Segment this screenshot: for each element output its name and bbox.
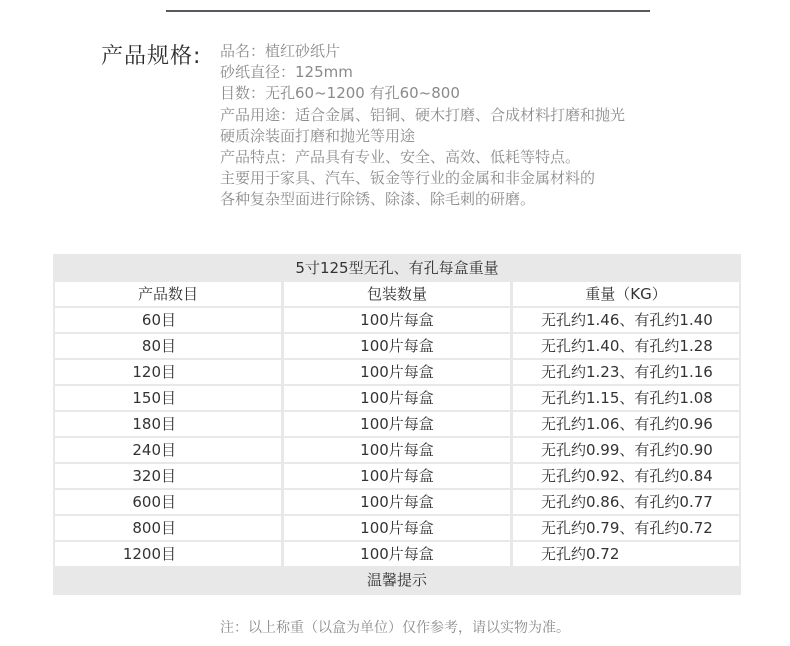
mesh-cell: 320目 [55,464,281,488]
spec-list [220,41,625,211]
table-row [53,464,741,488]
mesh-cell: 120目 [55,360,281,384]
quantity-cell: 100片每盒 [284,334,510,358]
weight-cell: 无孔约0.72 [513,542,739,566]
spec-heading: 产品规格: [101,44,202,69]
table-header-row [53,282,741,306]
spec-line: 产品用途：适合金属、铝铜、硬木打磨、合成材料打磨和抛光 [220,105,626,124]
spec-line: 品名：植红砂纸片 [220,42,341,60]
weight-cell: 无孔约1.06、有孔约0.96 [513,412,739,436]
mesh-cell: 600目 [55,490,281,514]
header-mesh: 产品数目 [55,282,281,306]
spec-line: 产品特点：产品具有专业、安全、高效、低耗等特点。 [220,148,581,167]
quantity-cell: 100片每盒 [284,308,510,332]
table-row [53,412,741,436]
mesh-cell: 180目 [55,412,281,436]
table-row [53,542,741,566]
spec-line: 目数：无孔60~1200 有孔60~800 [220,84,460,103]
table-title: 5寸125型无孔、有孔每盒重量 [295,259,499,277]
spec-line: 硬质涂装面打磨和抛光等用途 [220,126,416,145]
weight-cell: 无孔约0.99、有孔约0.90 [513,438,739,462]
mesh-cell: 60目 [55,308,281,332]
table-row [53,308,741,332]
weight-cell: 无孔约1.23、有孔约1.16 [513,360,739,384]
quantity-cell: 100片每盒 [284,360,510,384]
spec-line: 各种复杂型面进行除锈、除漆、除毛刺的研磨。 [220,190,536,209]
table-row [53,334,741,358]
weight-cell: 无孔约0.79、有孔约0.72 [513,516,739,540]
header-weight: 重量（KG） [513,282,739,306]
mesh-cell: 80目 [55,334,281,358]
mesh-cell: 150目 [55,386,281,410]
weight-cell: 无孔约1.46、有孔约1.40 [513,308,739,332]
table-footer: 温馨提示 [366,571,427,589]
top-divider [166,10,650,12]
mesh-cell: 240目 [55,438,281,462]
table-row [53,360,741,384]
quantity-cell: 100片每盒 [284,438,510,462]
footnote: 注：以上称重（以盒为单位）仅作参考，请以实物为准。 [220,620,570,636]
quantity-cell: 100片每盒 [284,516,510,540]
table-row [53,516,741,540]
weight-cell: 无孔约0.86、有孔约0.77 [513,490,739,514]
mesh-cell: 1200目 [55,542,281,566]
mesh-cell: 800目 [55,516,281,540]
weight-cell: 无孔约1.40、有孔约1.28 [513,334,739,358]
weight-cell: 无孔约0.92、有孔约0.84 [513,464,739,488]
spec-line: 主要用于家具、汽车、钣金等行业的金属和非金属材料的 [220,169,596,188]
table-row [53,438,741,462]
quantity-cell: 100片每盒 [284,412,510,436]
weight-table [53,254,741,595]
table-row [53,490,741,514]
quantity-cell: 100片每盒 [284,464,510,488]
spec-line: 砂纸直径：125mm [220,63,353,82]
table-row [53,386,741,410]
quantity-cell: 100片每盒 [284,542,510,566]
quantity-cell: 100片每盒 [284,490,510,514]
weight-cell: 无孔约1.15、有孔约1.08 [513,386,739,410]
quantity-cell: 100片每盒 [284,386,510,410]
header-quantity: 包装数量 [284,282,510,306]
